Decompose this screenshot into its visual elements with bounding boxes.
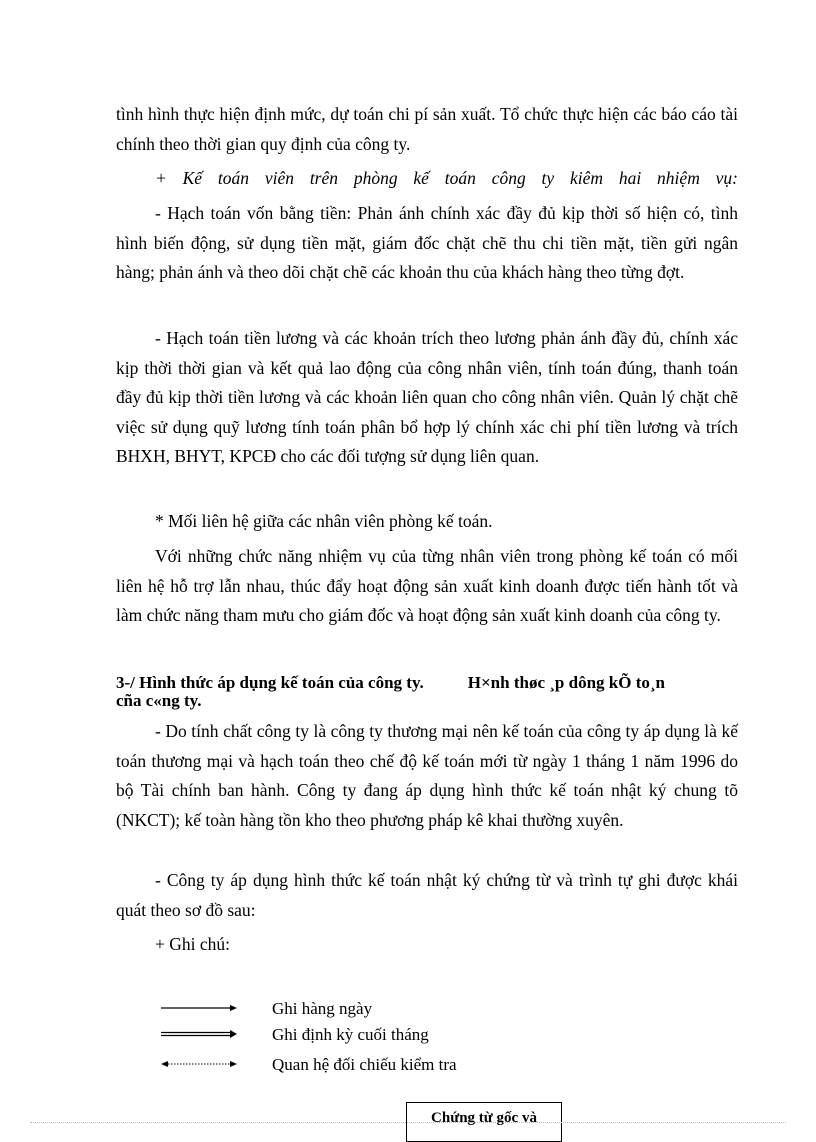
section-heading xyxy=(116,674,746,710)
paragraph-legend-heading: + Ghi chú: xyxy=(155,934,230,954)
section-heading-garbled-line2: cña c«ng ty. xyxy=(116,691,202,710)
paragraph-cash-accounting: - Hạch toán vốn bằng tiền: Phản ánh chính xác đầy đủ kịp thời số hiện có, tình hình biến động, sử dụng tiền mặt, giám đốc chặt chẽ thu chi tiền mặt, tiền gửi ngân hàng; phản ánh và theo dõi chặt chẽ các khoản thu của khách hàng theo từng đợt. xyxy=(116,203,738,282)
legend-periodic xyxy=(160,1024,560,1046)
double-arrow-icon xyxy=(160,1028,238,1040)
paragraph-continuation: tình hình thực hiện định mức, dự toán chi pí sản xuất. Tổ chức thực hiện các báo cáo tài chính theo thời gian quy định của công ty. xyxy=(116,104,738,154)
diagram-box-label: Chứng từ gốc và xyxy=(431,1110,537,1126)
paragraph-accountant-duties: + Kế toán viên trên phòng kế toán công ty kiêm hai nhiệm vụ: xyxy=(155,168,738,188)
section-heading-title: 3-/ Hình thức áp dụng kế toán của công ty. xyxy=(116,673,424,692)
single-arrow-icon xyxy=(160,1002,238,1014)
legend-periodic-label: Ghi định kỳ cuối tháng xyxy=(272,1025,429,1044)
legend-daily xyxy=(160,998,560,1020)
section-heading-garbled: H×nh thøc ¸p dông kÕ to¸n xyxy=(467,673,665,692)
paragraph-accounting-form: - Do tính chất công ty là công ty thương mại nên kế toán của công ty áp dụng là kế toán thương mại và hạch toán theo chế độ kế toán mới từ ngày 1 tháng 1 năm 1996 do bộ Tài chính ban hành. Công ty đang áp dụng hình thức kế toán nhật ký chung tõ (NKCT); kế toàn hàng tồn kho theo phương pháp kê khai thường xuyên. xyxy=(116,721,738,830)
dotted-bidirectional-arrow-icon xyxy=(160,1058,238,1070)
paragraph-relationship-heading: * Mối liên hệ giữa các nhân viên phòng kế toán. xyxy=(155,511,493,531)
legend-daily-label: Ghi hàng ngày xyxy=(272,999,373,1018)
paragraph-relationship: Với những chức năng nhiệm vụ của từng nhân viên trong phòng kế toán có mối liên hệ hỗ trợ lẫn nhau, thúc đẩy hoạt động sản xuất kinh doanh được tiến hành tốt và làm chức năng tham mưu cho giám đốc và hoạt động sản xuất kinh doanh của công ty. xyxy=(116,546,738,625)
legend-crosscheck-label: Quan hệ đối chiếu kiểm tra xyxy=(272,1055,457,1074)
paragraph-journal-form: - Công ty áp dụng hình thức kế toán nhật ký chứng từ và trình tự ghi được khái quát theo sơ đồ sau: xyxy=(116,870,738,920)
paragraph-payroll-accounting: - Hạch toán tiền lương và các khoản trích theo lương phản ánh đầy đủ, chính xác kịp thời thời gian và kết quả lao động của công nhân viên, tính toán đúng, thanh toán đầy đủ kịp thời tiền lương và các khoản liên quan cho công nhân viên. Quản lý chặt chẽ việc sử dụng quỹ lương tính toán phân bổ hợp lý chính xác chi phí tiền lương và trích BHXH, BHYT, KPCĐ cho các đối tượng sử dụng liên quan. xyxy=(116,328,738,466)
legend-crosscheck xyxy=(160,1054,560,1076)
